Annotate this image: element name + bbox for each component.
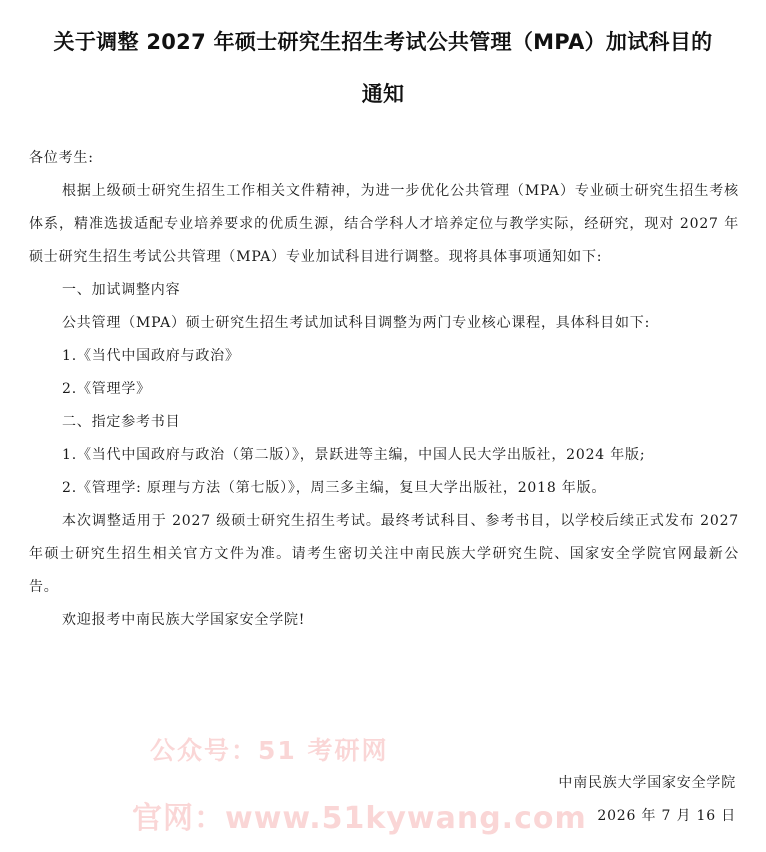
document-title-line-1: 关于调整 2027 年硕士研究生招生考试公共管理（MPA）加试科目的: [53, 30, 713, 54]
reference-book-1: 1.《当代中国政府与政治（第二版）》，景跃进等主编，中国人民大学出版社，2024 年版;: [62, 447, 646, 463]
section-1-paragraph: 公共管理（MPA）硕士研究生招生考试加试科目调整为两门专业核心课程，具体科目如下:: [62, 315, 651, 331]
signature-date: 2026 年 7 月 16 日: [597, 808, 736, 824]
reference-book-2: 2.《管理学: 原理与方法（第七版）》，周三多主编，复旦大学出版社，2018 年版。: [62, 480, 607, 496]
document-body: [29, 142, 739, 637]
watermark-website: 官网：www.51kywang.com: [132, 801, 587, 836]
subject-item-2: 2.《管理学》: [62, 381, 151, 397]
section-2-heading: 二、指定参考书目: [62, 414, 181, 430]
document-title-line-2: 通知: [361, 82, 405, 106]
salutation: 各位考生:: [29, 150, 94, 166]
welcome-line: 欢迎报考中南民族大学国家安全学院!: [62, 612, 306, 628]
section-1-heading: 一、加试调整内容: [62, 282, 181, 298]
intro-paragraph: 根据上级硕士研究生招生工作相关文件精神，为进一步优化公共管理（MPA）专业硕士研究生招生考核体系，精准选拔适配专业培养要求的优质生源，结合学科人才培养定位与教学实际，经研究，现对 2027 年硕士研究生招生考试公共管理（MPA）专业加试科目进行调整。现将具体事项通知如下:: [29, 183, 739, 265]
signature-organization: 中南民族大学国家安全学院: [558, 775, 736, 791]
applicability-paragraph: 本次调整适用于 2027 级硕士研究生招生考试。最终考试科目、参考书目，以学校后续正式发布 2027 年硕士研究生招生相关官方文件为准。请考生密切关注中南民族大学研究生院、国家安全学院官网最新公告。: [29, 513, 739, 595]
watermark-wechat: 公众号：51 考研网: [150, 736, 389, 765]
subject-item-1: 1.《当代中国政府与政治》: [62, 348, 240, 364]
